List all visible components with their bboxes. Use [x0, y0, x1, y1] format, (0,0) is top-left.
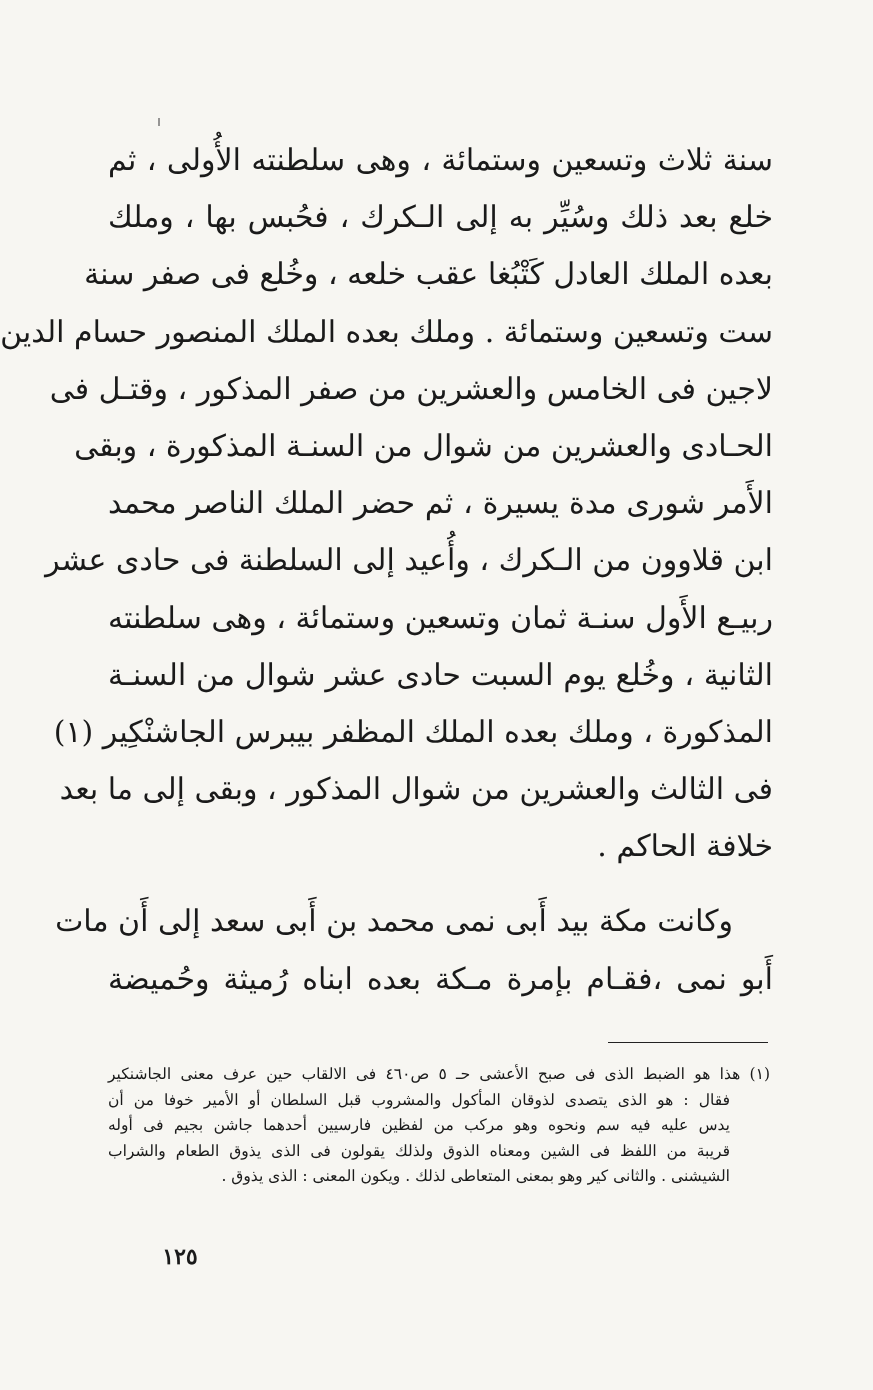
text-line: ست وتسعين وستمائة . وملك بعده الملك المنصور حسام الدين [0, 314, 773, 350]
text-line: بعده الملك العادل كَتْبُغا عقب خلعه ، وخُلع فى صفر سنة [84, 257, 773, 293]
footnote-line: فقال : هو الذى يتصدى لذوقان المأكول والمشروب قبل السلطان أو الأمير خوفا من أن [108, 1090, 730, 1109]
text-line: ابن قلاوون من الـكرك ، وأُعيد إلى السلطنة فى حادى عشر [45, 543, 773, 579]
footnote-separator [608, 1042, 768, 1043]
text-line: خلع بعد ذلك وسُيِّر به إلى الـكرك ، فحُبس بها ، وملك [108, 200, 773, 236]
text-line: أَبو نمى ،فقـام بإمرة مـكة بعده ابناه رُميثة وحُميضة [108, 961, 773, 997]
footnote-line: (١) هذا هو الضبط الذى فى صبح الأعشى حـ ٥ ص٤٦٠ فى الالقاب حين عرف معنى الجاشنكير [108, 1065, 770, 1083]
text-line: ربيـع الأَول سنـة ثمان وتسعين وستمائة ، وهى سلطنته [107, 600, 773, 636]
text-line: خلافة الحاكم . [597, 829, 773, 865]
text-line: المذكورة ، وملك بعده الملك المظفر بيبرس الجاشنْكِير (١) [53, 714, 773, 750]
text-line: سنة ثلاث وتسعين وستمائة ، وهى سلطنته الأُولى ، ثم [108, 143, 773, 178]
footnote-line: الشيشنى . والثانى كير وهو بمعنى المتعاطى لذلك . ويكون المعنى : الذى يذوق . [221, 1167, 730, 1185]
footnote-line: قريبة من اللفظ فى الشين ومعناه الذوق ولذلك يقولون فى الذى يذوق الطعام والشراب [108, 1141, 730, 1160]
text-line: وكانت مكة بيد أَبى نمى محمد بن أَبى سعد إلى أَن مات [55, 904, 733, 940]
page-number: ١٢٥ [162, 1244, 198, 1270]
text-line: لاجين فى الخامس والعشرين من صفر المذكور ، وقتـل فى [49, 371, 773, 407]
footnote-line: يدس عليه فيه سم ونحوه وهو مركب من لفظين فارسيين أحدهما جاشن بجيم فى أوله [108, 1116, 730, 1134]
text-line: الثانية ، وخُلع يوم السبت حادى عشر شوال من السنـة [108, 657, 773, 693]
text-line: الأَمر شورى مدة يسيرة ، ثم حضر الملك الناصر محمد [108, 486, 773, 522]
scan-speck [158, 118, 160, 126]
paragraph-gap [108, 875, 773, 893]
text-line: فى الثالث والعشرين من شوال المذكور ، وبقى إلى ما بعد [59, 772, 773, 808]
footnote [108, 1062, 770, 1190]
text-line: الحـادى والعشرين من شوال من السنـة المذكورة ، وبقى [74, 428, 773, 464]
main-text [0, 132, 773, 1008]
